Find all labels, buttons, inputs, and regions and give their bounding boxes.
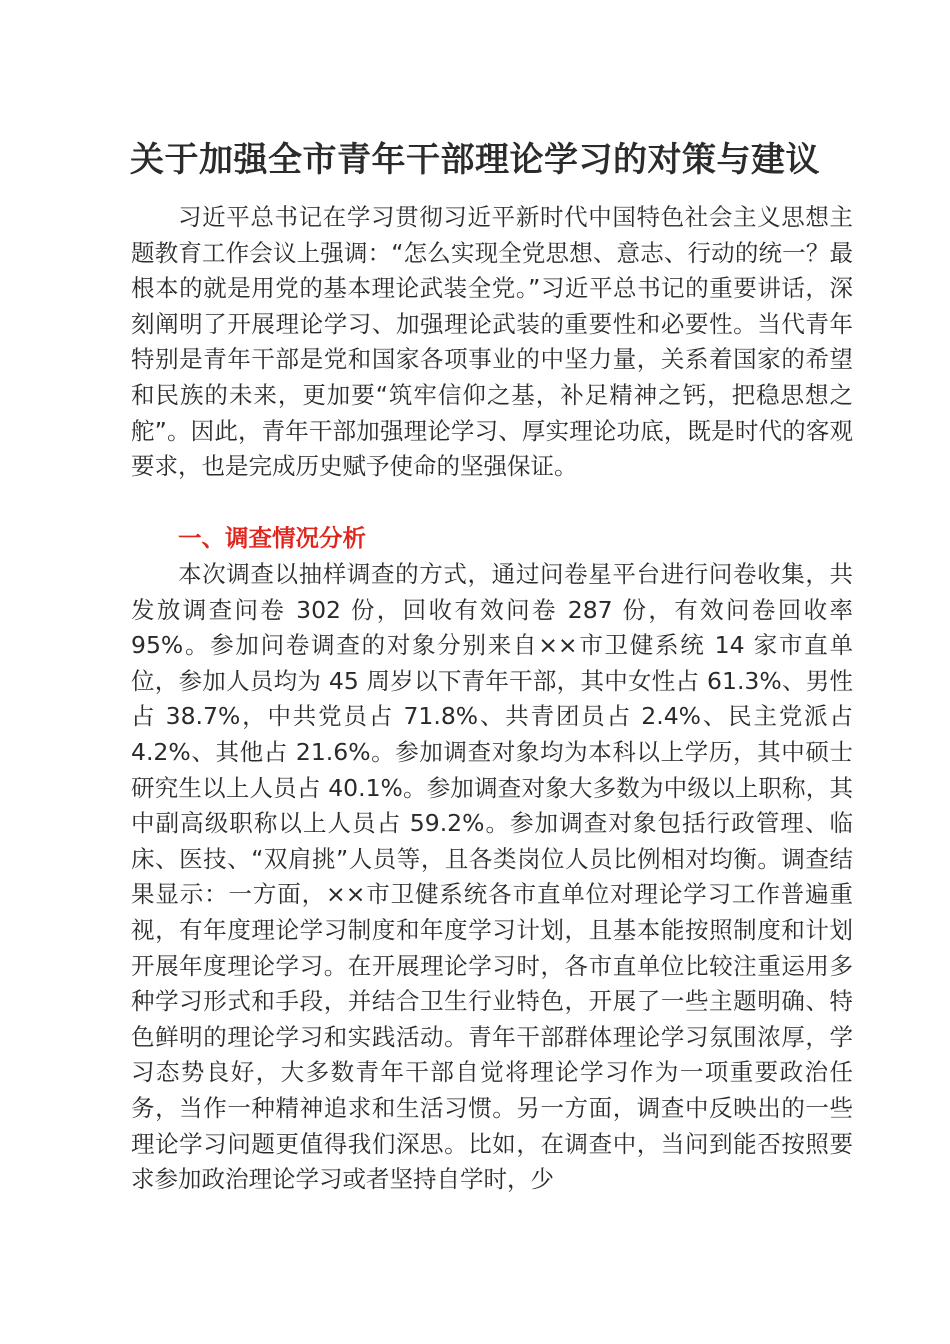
document-title: 关于加强全市青年干部理论学习的对策与建议 [130, 140, 820, 180]
intro-paragraph: 习近平总书记在学习贯彻习近平新时代中国特色社会主义思想主题教育工作会议上强调：“怎么实现全党思想、意志、行动的统一？最根本的就是用党的基本理论武装全党。”习近平总书记的重要讲话，深刻阐明了开展理论学习、加强理论武装的重要性和必要性。当代青年特别是青年干部是党和国家各项事业的中坚力量，关系着国家的希望和民族的未来，更加要“筑牢信仰之基，补足精神之钙，把稳思想之舵”。因此，青年干部加强理论学习、厚实理论功底，既是时代的客观要求，也是完成历史赋予使命的坚强保证。 [131, 203, 853, 481]
survey-paragraph: 本次调查以抽样调查的方式，通过问卷星平台进行问卷收集，共发放调查问卷 302 份，回收有效问卷 287 份，有效问卷回收率 95%。参加问卷调查的对象分别来自××市卫健系统 14 家市直单位，参加人员均为 45 周岁以下青年干部，其中女性占 61.3%、男性占 38.7%，中共党员占 71.8%、共青团员占 2.4%、民主党派占 4.2%、其他占 21.6%。参加调查对象均为本科以上学历，其中硕士研究生以上人员占 40.1%。参加调查对象大多数为中级以上职称，其中副高级职称以上人员占 59.2%。参加调查对象包括行政管理、临床、医技、“双肩挑”人员等，且各类岗位人员比例相对均衡。调查结果显示：一方面，××市卫健系统各市直单位对理论学习工作普遍重视，有年度理论学习制度和年度学习计划，且基本能按照制度和计划开展年度理论学习。在开展理论学习时，各市直单位比较注重运用多种学习形式和手段，并结合卫生行业特色，开展了一些主题明确、特色鲜明的理论学习和实践活动。青年干部群体理论学习氛围浓厚，学习态势良好，大多数青年干部自觉将理论学习作为一项重要政治任务，当作一种精神追求和生活习惯。另一方面，调查中反映出的一些理论学习问题更值得我们深思。比如，在调查中，当问到能否按照要求参加政治理论学习或者坚持自学时，少 [131, 560, 853, 1194]
section-heading-survey-analysis: 一、调查情况分析 [178, 524, 366, 552]
